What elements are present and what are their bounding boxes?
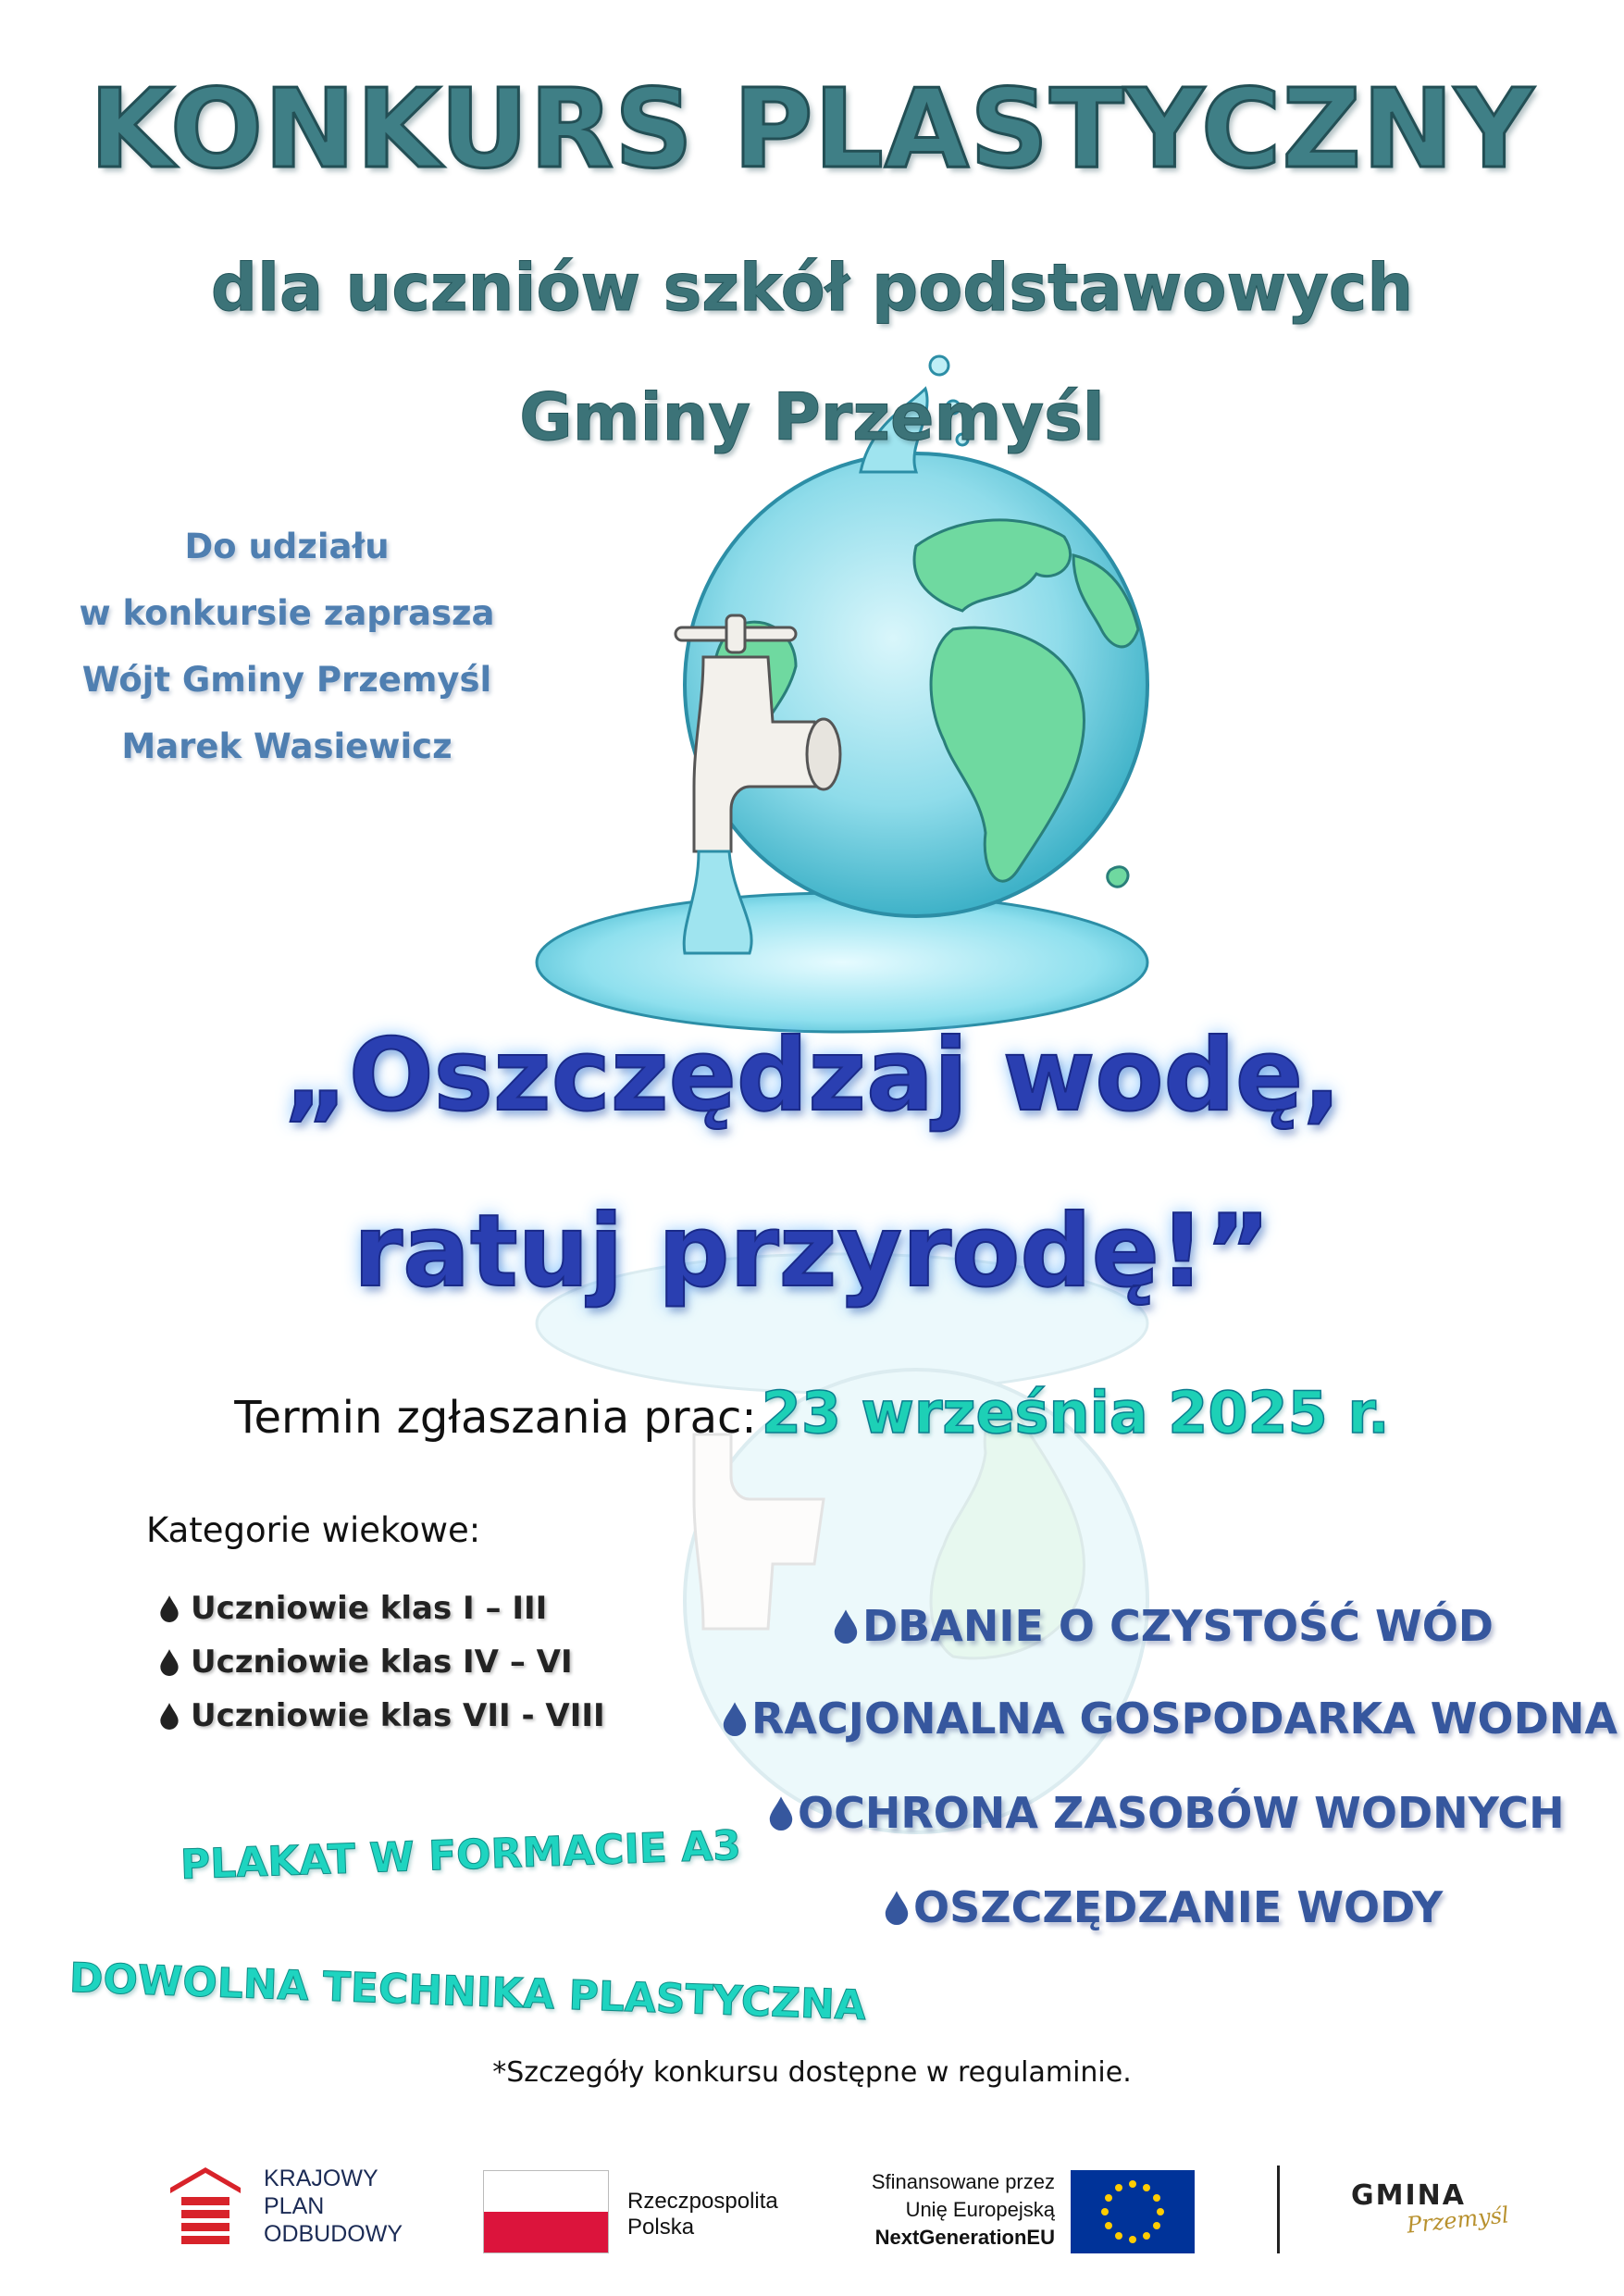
water-drop-icon <box>833 1608 859 1644</box>
eu-funding-text <box>833 2168 1055 2252</box>
category-item <box>159 1644 573 1681</box>
category-item <box>159 1590 547 1627</box>
eu-flag-icon <box>1071 2170 1195 2253</box>
invitation-line: Marek Wasiewicz <box>121 726 452 766</box>
poster-format: PLAKAT W FORMACIE A3 <box>180 1821 742 1889</box>
water-drop-icon <box>159 1648 180 1676</box>
deadline <box>0 1379 1624 1446</box>
kpo-line: PLAN <box>264 2193 325 2219</box>
poster-technique: DOWOLNA TECHNIKA PLASTYCZNA <box>68 1955 867 2030</box>
category-label: Uczniowie klas VII - VIII <box>191 1697 605 1734</box>
globe-tap-illustration <box>518 352 1221 1055</box>
category-item <box>159 1697 605 1734</box>
theme-label: OCHRONA ZASOBÓW WODNYCH <box>798 1788 1565 1838</box>
invitation-line: Wójt Gminy Przemyśl <box>81 660 492 700</box>
invitation-block <box>37 514 537 780</box>
theme-label: DBANIE O CZYSTOŚĆ WÓD <box>862 1601 1494 1651</box>
water-drop-icon <box>884 1890 910 1925</box>
footnote: *Szczegóły konkursu dostępne w regulaminie. <box>492 2056 1132 2089</box>
island <box>1108 867 1128 887</box>
gmina-logo-text: GMINA <box>1351 2179 1466 2212</box>
footer-divider <box>1277 2166 1280 2253</box>
poster-title: KONKURS PLASTYCZNY <box>89 65 1535 192</box>
slogan-line2: ratuj przyrodę!” <box>353 1194 1271 1309</box>
gmina-logo-script: Przemyśl <box>1405 2202 1510 2239</box>
kpo-logo-text <box>264 2165 403 2248</box>
deadline-date: 23 września 2025 r. <box>761 1379 1390 1446</box>
water-stream <box>684 851 751 953</box>
slogan-line1: „Oszczędzaj wodę, <box>282 1018 1342 1134</box>
rp-logo-text <box>627 2189 778 2240</box>
water-puddle <box>537 893 1147 1032</box>
invitation-line: Do udziału <box>184 527 390 566</box>
footer-logos <box>0 2152 1624 2272</box>
eu-line: NextGenerationEU <box>874 2226 1055 2249</box>
water-drop-icon <box>722 1701 748 1736</box>
theme-item <box>722 1694 1618 1744</box>
poster-subtitle-line1: dla uczniów szkół podstawowych <box>210 250 1414 326</box>
water-drop-icon <box>159 1702 180 1730</box>
kpo-line: ODBUDOWY <box>264 2221 403 2247</box>
rp-line: Polska <box>627 2215 695 2240</box>
poster-subtitle-line2: Gminy Przemyśl <box>519 379 1105 455</box>
deadline-label: Termin zgłaszania prac: <box>234 1392 757 1444</box>
category-label: Uczniowie klas IV – VI <box>191 1644 573 1681</box>
theme-label: RACJONALNA GOSPODARKA WODNA <box>751 1694 1618 1744</box>
kpo-line: KRAJOWY <box>264 2166 378 2191</box>
eu-line: Unię Europejską <box>905 2198 1055 2221</box>
invitation-line: w konkursie zaprasza <box>79 593 495 633</box>
theme-item <box>768 1788 1565 1838</box>
categories-heading: Kategorie wiekowe: <box>146 1510 481 1550</box>
gmina-logo <box>1351 2179 1510 2253</box>
category-label: Uczniowie klas I – III <box>191 1590 548 1627</box>
eu-line: Sfinansowane przez <box>871 2170 1055 2193</box>
theme-label: OSZCZĘDZANIE WODY <box>913 1882 1444 1932</box>
polish-flag-icon <box>483 2170 609 2253</box>
theme-item <box>884 1882 1443 1932</box>
rp-line: Rzeczpospolita <box>627 2189 778 2214</box>
theme-item <box>833 1601 1494 1651</box>
kpo-logo-icon <box>168 2166 242 2251</box>
water-drop-icon <box>768 1795 794 1831</box>
water-drop-icon <box>159 1595 180 1622</box>
